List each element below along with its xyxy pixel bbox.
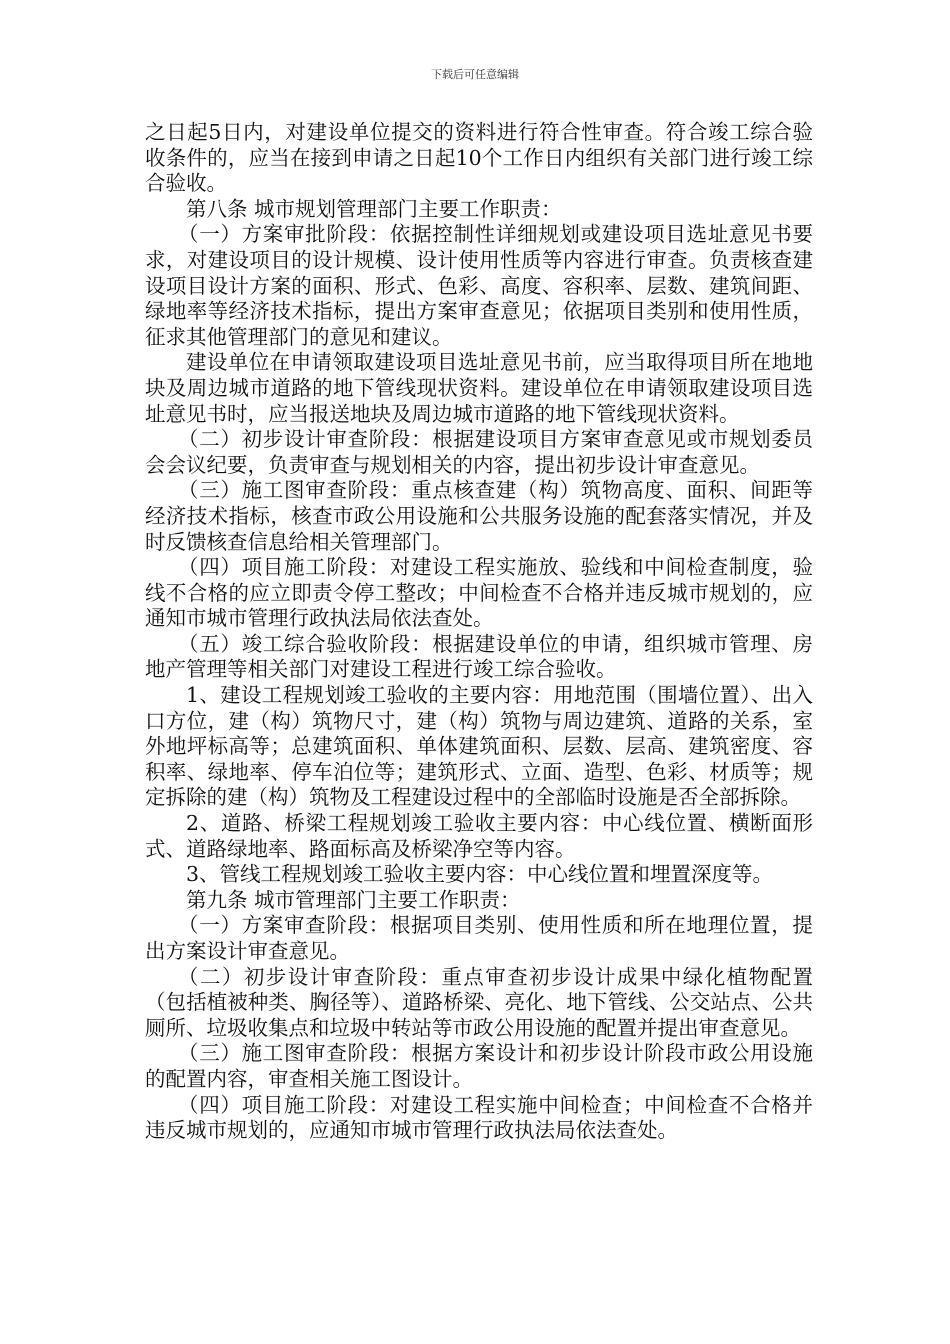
document-body — [145, 120, 813, 1144]
paragraph: （四）项目施工阶段：对建设工程实施中间检查；中间检查不合格并违反城市规划的，应通知市城市管理行政执法局依法查处。 — [145, 1092, 813, 1143]
paragraph: （四）项目施工阶段：对建设工程实施放、验线和中间检查制度，验线不合格的应立即责令停工整改；中间检查不合格并违反城市规划的，应通知市城市管理行政执法局依法查处。 — [145, 555, 813, 631]
paragraph: 2、道路、桥梁工程规划竣工验收主要内容：中心线位置、横断面形式、道路绿地率、路面标高及桥梁净空等内容。 — [145, 811, 813, 861]
paragraph: 1、建设工程规划竣工验收的主要内容：用地范围（围墙位置）、出入口方位，建（构）筑物尺寸，建（构）筑物与周边建筑、道路的关系，室外地坪标高等；总建筑面积、单体建筑面积、层数、层高、建筑密度、容积率、绿地率、停车泊位等；建筑形式、立面、造型、色彩、材质等；规定拆除的建（构）筑物及工程建设过程中的全部临时设施是否全部拆除。 — [145, 683, 813, 810]
article-heading: 第九条 城市管理部门主要工作职责： — [186, 887, 521, 912]
paragraph: 3、管线工程规划竣工验收主要内容：中心线位置和埋置深度等。 — [186, 862, 774, 887]
page-header-note: 下载后可任意编辑 — [431, 68, 519, 81]
paragraph: （五）竣工综合验收阶段：根据建设单位的申请，组织城市管理、房地产管理等相关部门对建设工程进行竣工综合验收。 — [145, 631, 813, 682]
paragraph: 建设单位在申请领取建设项目选址意见书前，应当取得项目所在地地块及周边城市道路的地下管线现状资料。建设单位在申请领取建设项目选址意见书时，应当报送地块及周边城市道路的地下管线现状资料。 — [145, 350, 813, 426]
article-heading: 第八条 城市规划管理部门主要工作职责： — [186, 196, 562, 221]
paragraph: （二）初步设计审查阶段：根据建设项目方案审查意见或市规划委员会会议纪要，负责审查与规划相关的内容，提出初步设计审查意见。 — [145, 427, 813, 477]
paragraph: （三）施工图审查阶段：重点核查建（构）筑物高度、面积、间距等经济技术指标，核查市政公用设施和公共服务设施的配套落实情况，并及时反馈核查信息给相关管理部门。 — [145, 478, 813, 554]
paragraph: （三）施工图审查阶段：根据方案设计和初步设计阶段市政公用设施的配置内容，审查相关施工图设计。 — [145, 1041, 813, 1091]
paragraph: 之日起5日内，对建设单位提交的资料进行符合性审查。符合竣工综合验收条件的，应当在接到申请之日起10个工作日内组织有关部门进行竣工综合验收。 — [145, 120, 813, 196]
paragraph: （二）初步设计审查阶段：重点审查初步设计成果中绿化植物配置（包括植被种类、胸径等）、道路桥梁、亮化、地下管线、公交站点、公共厕所、垃圾收集点和垃圾中转站等市政公用设施的配置并提出审查意见。 — [145, 964, 813, 1040]
paragraph: （一）方案审查阶段：根据项目类别、使用性质和所在地理位置，提出方案设计审查意见。 — [145, 913, 813, 963]
paragraph: （一）方案审批阶段：依据控制性详细规划或建设项目选址意见书要求，对建设项目的设计规模、设计使用性质等内容进行审查。负责核查建设项目设计方案的面积、形式、色彩、高度、容积率、层数、建筑间距、绿地率等经济技术指标，提出方案审查意见；依据项目类别和使用性质，征求其他管理部门的意见和建议。 — [145, 222, 813, 349]
